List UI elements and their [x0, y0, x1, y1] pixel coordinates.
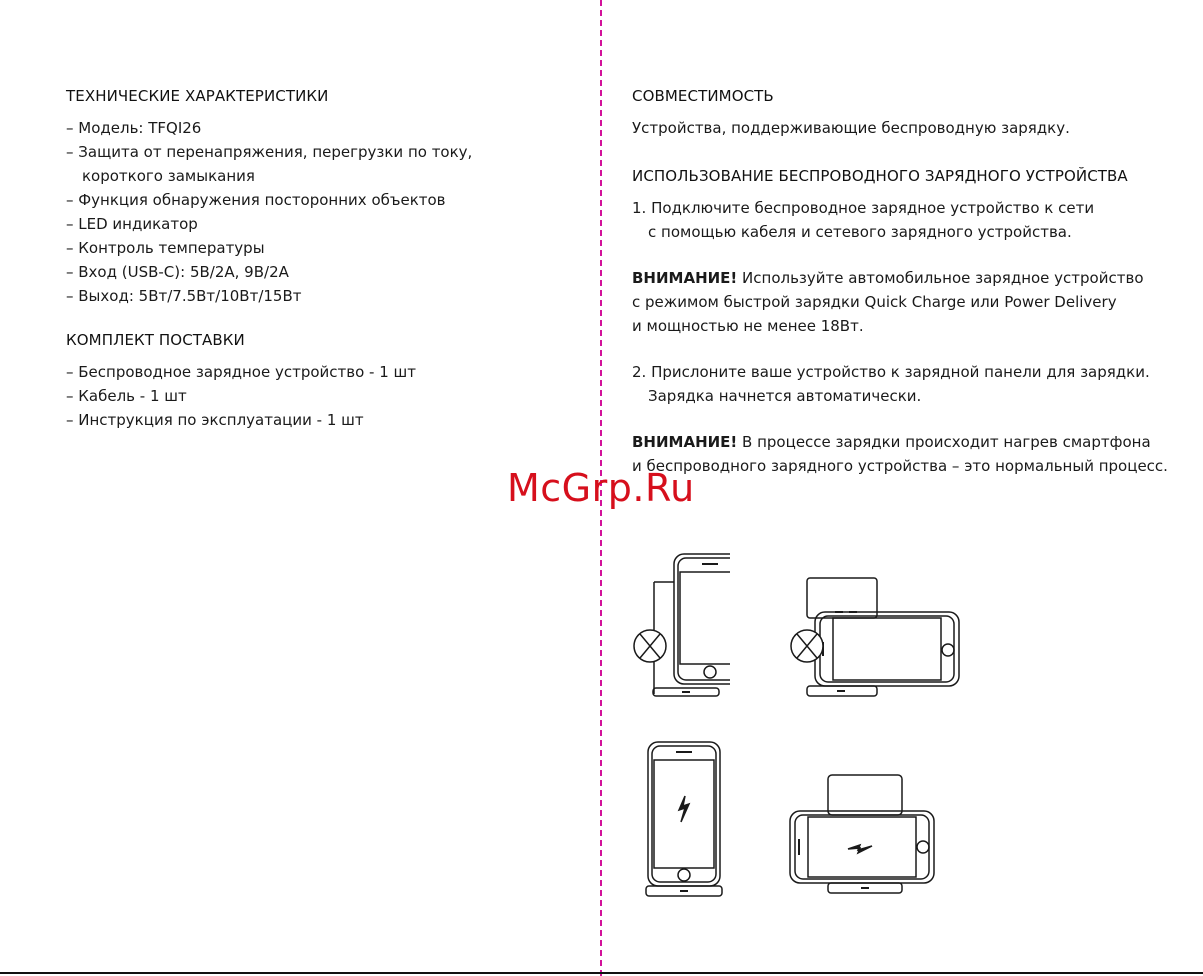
- usage-heading: ИСПОЛЬЗОВАНИЕ БЕСПРОВОДНОГО ЗАРЯДНОГО УСТРОЙСТВА: [632, 167, 1128, 185]
- lightning-icon: [679, 796, 689, 822]
- step-1-line-1: 1. Подключите беспроводное зарядное устройство к сети: [632, 199, 1095, 217]
- warning-2-label: ВНИМАНИЕ!: [632, 433, 738, 451]
- package-heading: КОМПЛЕКТ ПОСТАВКИ: [66, 331, 245, 349]
- compat-heading: СОВМЕСТИМОСТЬ: [632, 87, 774, 105]
- lightning-icon: [848, 845, 872, 853]
- right-column: [632, 86, 1192, 478]
- list-item: – Инструкция по эксплуатации - 1 шт: [66, 411, 364, 429]
- compat-text: Устройства, поддерживающие беспроводную зарядку.: [632, 119, 1070, 137]
- list-item: – Вход (USB-C): 5В/2А, 9В/2А: [66, 263, 289, 281]
- charger-back-panel: [828, 775, 902, 815]
- illustration-portrait-incorrect: [630, 552, 730, 702]
- step-1-line-2: с помощью кабеля и сетевого зарядного устройства.: [648, 223, 1072, 241]
- usage-step-2: [632, 360, 1192, 408]
- list-item: [66, 164, 566, 188]
- illustration-portrait-correct: [640, 740, 730, 900]
- usage-step-1: [632, 196, 1192, 244]
- step-2-line-2: Зарядка начнется автоматически.: [648, 387, 922, 405]
- left-column: [66, 86, 566, 432]
- warning-1-label: ВНИМАНИЕ!: [632, 269, 738, 287]
- list-item: – Контроль температуры: [66, 239, 265, 257]
- warning-2-line-2: и беспроводного зарядного устройства – это нормальный процесс.: [632, 457, 1168, 475]
- bottom-rule: [0, 972, 1203, 974]
- specs-list: [66, 116, 566, 308]
- list-item: – Беспроводное зарядное устройство - 1 шт: [66, 363, 417, 381]
- list-item-continuation: короткого замыкания: [82, 167, 255, 185]
- warning-2-line-1: В процессе зарядки происходит нагрев смартфона: [737, 433, 1151, 451]
- watermark-logo: McGrp.Ru: [507, 466, 695, 510]
- list-item: – Функция обнаружения посторонних объектов: [66, 191, 446, 209]
- specs-heading: ТЕХНИЧЕСКИЕ ХАРАКТЕРИСТИКИ: [66, 87, 329, 105]
- warning-1: [632, 266, 1192, 338]
- step-2-line-1: 2. Прислоните ваше устройство к зарядной панели для зарядки.: [632, 363, 1150, 381]
- list-item: – Модель: TFQI26: [66, 119, 202, 137]
- warning-1-line-1: Используйте автомобильное зарядное устройство: [737, 269, 1144, 287]
- phone-body: [790, 811, 934, 883]
- list-item: – Выход: 5Вт/7.5Вт/10Вт/15Вт: [66, 287, 302, 305]
- illustration-landscape-correct: [786, 773, 938, 897]
- package-list: [66, 360, 566, 432]
- warning-1-line-3: и мощностью не менее 18Вт.: [632, 317, 864, 335]
- warning-1-line-2: с режимом быстрой зарядки Quick Charge или Power Delivery: [632, 293, 1117, 311]
- illustration-landscape-incorrect: [787, 576, 967, 702]
- phone-body: [815, 612, 959, 686]
- list-item: – Защита от перенапряжения, перегрузки по току,: [66, 143, 473, 161]
- warning-2: [632, 430, 1192, 478]
- list-item: – LED индикатор: [66, 215, 198, 233]
- list-item: – Кабель - 1 шт: [66, 387, 187, 405]
